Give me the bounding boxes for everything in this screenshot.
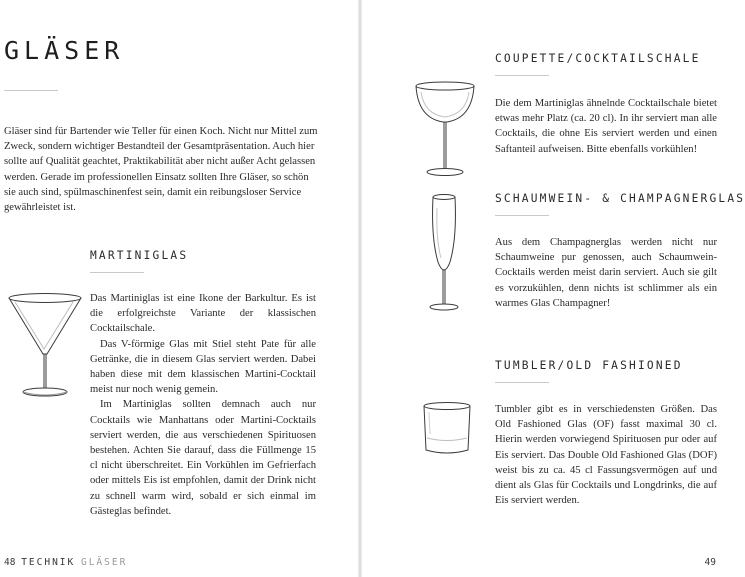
- right-folio: [705, 557, 716, 568]
- coupette-rule: [495, 75, 549, 76]
- martini-text: [90, 291, 316, 519]
- champagne-flute-icon: [424, 190, 464, 316]
- title-rule: [4, 90, 58, 91]
- intro-paragraph: Gläser sind für Bartender wie Teller für einen Koch. Nicht nur Mittel zum Zweck, sondern wichtiger Bestandteil der Gesamtpräsentation. Auch hier sollte auf Qualität geachtet, Praktikabilität aber nicht außer Acht gelassen werden. Gerade im professionellen Einsatz sollten Ihre Gläser, so schön sie auch sind, spülmaschinenfest sein, damit ein reibungsloser Service gewährleistet ist.: [4, 126, 318, 214]
- folio-section: TECHNIK: [21, 557, 76, 568]
- tumbler-rule: [495, 382, 549, 383]
- martini-paragraph-2: Das V-förmige Glas mit Stiel steht Pate für alle Getränke, die in diesem Glas serviert werden. Dabei haben diese mit dem klassischen Martini-Cocktail meist nur noch wenig gemein.: [90, 338, 316, 396]
- coupette-glass-icon: [412, 76, 478, 180]
- coupette-heading: COUPETTE/COCKTAILSCHALE: [495, 52, 701, 65]
- champagne-text: Aus dem Champagnerglas werden nicht nur Schaumweine pur genossen, auch Schaumwein-Cocktails werden meist darin serviert. Auch sie gilt es vorzukühlen, denn nichts ist schlimmer als ein warmes Glas Champagner!: [495, 237, 717, 309]
- martini-rule: [90, 272, 144, 273]
- page-title: GLÄSER: [4, 36, 125, 65]
- champagne-rule: [495, 215, 549, 216]
- martini-paragraph-1: Das Martiniglas ist eine Ikone der Barkultur. Es ist die erfolgreichste Variante der klassischen Cocktailschale.: [90, 293, 316, 335]
- page-number-left: 48: [4, 557, 16, 568]
- tumbler-text: Tumbler gibt es in verschiedensten Größen. Das Old Fashioned Glas (OF) fasst maximal 30 cl. Hierin werden vorwiegend Spirituosen pur oder auf Eis serviert. Das Double Old Fashioned Glas (DOF) weist bis zu ca. 45 cl Fassungsvermögen auf und dient als Glas für Cocktails und Longdrinks, die auf Eis serviert werden.: [495, 404, 717, 507]
- martini-glass-icon: [4, 288, 88, 400]
- martini-heading: MARTINIGLAS: [90, 249, 189, 262]
- tumbler-heading: TUMBLER/OLD FASHIONED: [495, 359, 683, 372]
- left-page: [0, 0, 358, 577]
- martini-paragraph-3: Im Martiniglas sollten demnach auch nur Cocktails wie Manhattans oder Martini-Cocktails serviert werden, die aus verschiedenen Spirituosen bestehen. Achten Sie darauf, dass die Füllmenge 15 cl nicht überschreitet. Ein Vorkühlen im Gefrierfach oder mittels Eis ist empfohlen, damit der Drink nicht zu schnell warm wird, sobald er sich einmal im Gästeglas befindet.: [90, 399, 316, 517]
- folio-subsection: GLÄSER: [80, 557, 128, 568]
- champagne-heading: SCHAUMWEIN- & CHAMPAGNERGLAS: [495, 192, 745, 205]
- coupette-text: Die dem Martiniglas ähnelnde Cocktailschale bietet etwas mehr Platz (ca. 20 cl). In ihr serviert man alle Cocktails, die ohne Eis serviert werden und einen Saftanteil aufweisen. Bitte ebenfalls vorkühlen!: [495, 98, 717, 155]
- right-page: [362, 0, 745, 577]
- tumbler-glass-icon: [420, 400, 474, 458]
- left-folio: [4, 557, 127, 568]
- page-number-right: 49: [704, 557, 716, 568]
